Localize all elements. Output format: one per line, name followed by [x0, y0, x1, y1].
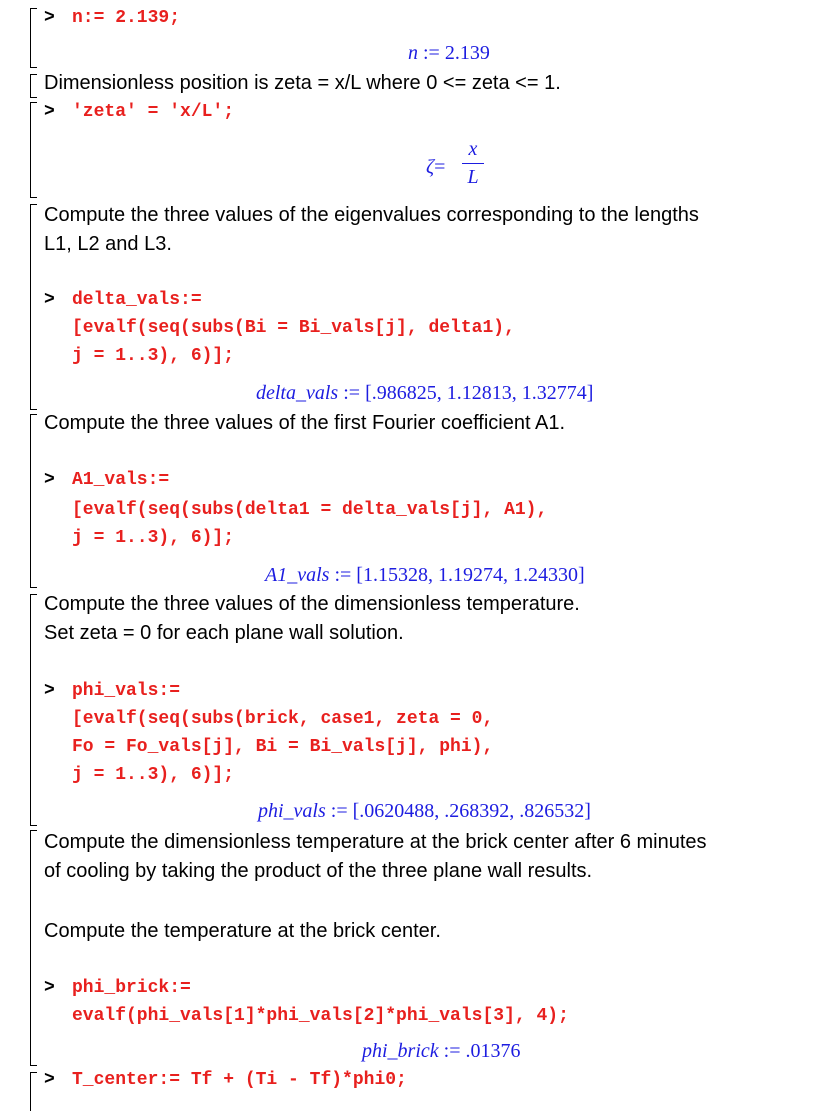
- text-a1: Compute the three values of the first Fourier coefficient A1.: [44, 412, 566, 434]
- input-prompt: >: [44, 681, 55, 701]
- output-phi-brick: [362, 1040, 521, 1063]
- zeta-symbol: ζ: [426, 156, 435, 178]
- text-position: Dimensionless position is zeta = x/L where 0 <= zeta <= 1.: [44, 72, 561, 94]
- input-line-brick-1[interactable]: phi_brick:=: [72, 978, 191, 998]
- input-prompt: >: [44, 290, 55, 310]
- input-line-phi-2[interactable]: [evalf(seq(subs(brick, case1, zeta = 0,: [72, 709, 494, 729]
- text-bracket-position: [30, 74, 37, 98]
- output-n: [408, 42, 490, 65]
- output-rhs: .01376: [465, 1040, 521, 1062]
- output-rhs: [.0620488, .268392, .826532]: [352, 800, 591, 822]
- output-op: =: [434, 156, 446, 178]
- output-op: :=: [330, 800, 348, 822]
- input-prompt: >: [44, 8, 55, 28]
- input-prompt: >: [44, 978, 55, 998]
- input-line-delta-2[interactable]: [evalf(seq(subs(Bi = Bi_vals[j], delta1),: [72, 318, 515, 338]
- output-lhs: phi_brick: [362, 1040, 439, 1062]
- input-line-n[interactable]: n:= 2.139;: [72, 8, 181, 28]
- output-rhs: [.986825, 1.12813, 1.32774]: [365, 382, 594, 404]
- output-zeta-lhs: [426, 156, 445, 179]
- output-op: :=: [334, 564, 352, 586]
- input-line-phi-3[interactable]: Fo = Fo_vals[j], Bi = Bi_vals[j], phi),: [72, 737, 494, 757]
- fraction-denominator: L: [467, 166, 479, 188]
- output-lhs: A1_vals: [265, 564, 330, 586]
- input-line-brick-2[interactable]: evalf(phi_vals[1]*phi_vals[2]*phi_vals[3], 4);: [72, 1006, 569, 1026]
- group-bracket-t-center: [30, 1072, 37, 1111]
- group-bracket-zeta: [30, 102, 37, 198]
- group-bracket-delta: [30, 204, 37, 410]
- input-line-t-center[interactable]: T_center:= Tf + (Ti - Tf)*phi0;: [72, 1070, 407, 1090]
- output-lhs: phi_vals: [258, 800, 326, 822]
- input-line-delta-1[interactable]: delta_vals:=: [72, 290, 202, 310]
- output-delta: [256, 382, 593, 405]
- text-delta-1: Compute the three values of the eigenvalues corresponding to the lengths: [44, 204, 699, 226]
- input-prompt: >: [44, 470, 55, 490]
- output-op: :=: [443, 1040, 461, 1062]
- input-line-a1-3[interactable]: j = 1..3), 6)];: [72, 528, 235, 548]
- text-brick-2: of cooling by taking the product of the three plane wall results.: [44, 860, 593, 882]
- input-line-zeta[interactable]: 'zeta' = 'x/L';: [72, 102, 235, 122]
- output-phi: [258, 800, 591, 823]
- input-line-delta-3[interactable]: j = 1..3), 6)];: [72, 346, 235, 366]
- text-delta-2: L1, L2 and L3.: [44, 233, 172, 255]
- output-op: :=: [423, 42, 440, 64]
- input-line-phi-4[interactable]: j = 1..3), 6)];: [72, 765, 235, 785]
- output-op: :=: [343, 382, 361, 404]
- text-phi-2: Set zeta = 0 for each plane wall solution.: [44, 622, 404, 644]
- group-bracket-n: [30, 8, 37, 68]
- input-prompt: >: [44, 1070, 55, 1090]
- input-line-phi-1[interactable]: phi_vals:=: [72, 681, 181, 701]
- output-rhs: 2.139: [444, 42, 490, 64]
- output-fraction: [462, 138, 484, 189]
- group-bracket-phi: [30, 594, 37, 826]
- input-prompt: >: [44, 102, 55, 122]
- output-rhs: [1.15328, 1.19274, 1.24330]: [356, 564, 585, 586]
- input-line-a1-2[interactable]: [evalf(seq(subs(delta1 = delta_vals[j], A1),: [72, 500, 548, 520]
- fraction-bar: [462, 163, 484, 164]
- text-phi-1: Compute the three values of the dimensionless temperature.: [44, 593, 580, 615]
- group-bracket-a1: [30, 414, 37, 588]
- output-a1: [265, 564, 585, 587]
- output-lhs: n: [408, 42, 418, 64]
- text-brick-1: Compute the dimensionless temperature at the brick center after 6 minutes: [44, 831, 707, 853]
- input-line-a1-1[interactable]: A1_vals:=: [72, 470, 170, 490]
- fraction-numerator: x: [468, 138, 478, 160]
- text-brick-3: Compute the temperature at the brick center.: [44, 920, 441, 942]
- output-lhs: delta_vals: [256, 382, 339, 404]
- group-bracket-phi-brick: [30, 830, 37, 1066]
